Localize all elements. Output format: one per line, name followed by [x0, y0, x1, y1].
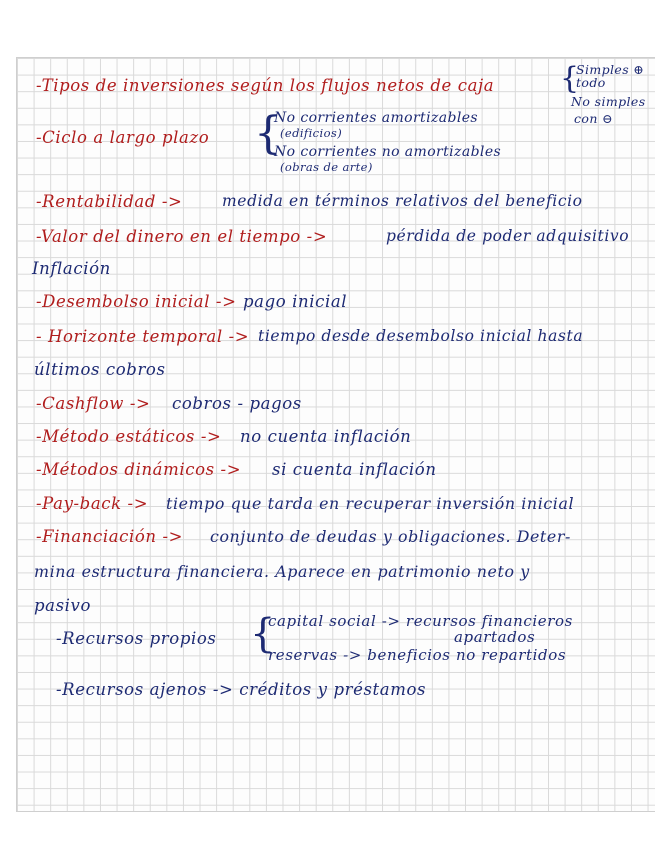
left-brace-propios: { — [250, 611, 276, 657]
nc-no-amortizables-note: No corrientes no amortizables — [274, 144, 502, 160]
horizonte-text: tiempo desde desembolso inicial hasta — [258, 327, 584, 345]
ultimos-cobros-line: últimos cobros — [34, 360, 166, 379]
rentabilidad-text: medida en términos relativos del beneficio — [222, 192, 583, 210]
desembolso-label: -Desembolso inicial -> — [36, 292, 237, 311]
con-note: con ⊖ — [574, 111, 614, 126]
apartados-text: apartados — [454, 628, 536, 646]
payback-label: -Pay-back -> — [36, 494, 149, 513]
capital-social-text: capital social -> recursos financieros — [268, 612, 573, 630]
reservas-text: reservas -> beneficios no repartidos — [268, 646, 567, 664]
horizonte-label: - Horizonte temporal -> — [36, 327, 250, 346]
metodo-estaticos-label: -Método estáticos -> — [36, 427, 222, 446]
tipos-inversiones-line: -Tipos de inversiones según los flujos netos de caja — [36, 76, 495, 95]
recursos-ajenos-line: -Recursos ajenos -> créditos y préstamos — [56, 680, 427, 699]
financiacion-line-2: mina estructura financiera. Aparece en patrimonio neto y — [34, 562, 530, 581]
valor-dinero-text: pérdida de poder adquisitivo — [386, 227, 630, 245]
ciclo-largo-plazo-line: -Ciclo a largo plazo — [36, 128, 210, 147]
simples-todo-note: Simples ⊕ todo — [576, 62, 645, 90]
left-brace-tipos: { — [560, 61, 580, 96]
left-brace-ciclo: { — [254, 108, 282, 159]
financiacion-line-3: pasivo — [34, 596, 91, 615]
valor-dinero-label: -Valor del dinero en el tiempo -> — [36, 227, 328, 246]
no-simples-note: No simples — [571, 94, 646, 109]
rentabilidad-label: -Rentabilidad -> — [36, 192, 183, 211]
nc-amortizables-note: No corrientes amortizables — [274, 110, 478, 126]
metodos-dinamicos-label: -Métodos dinámicos -> — [36, 460, 242, 479]
cashflow-text: cobros - pagos — [172, 394, 302, 413]
financiacion-text: conjunto de deudas y obligaciones. Deter- — [210, 527, 571, 546]
obras-note: (obras de arte) — [280, 160, 373, 174]
metodos-dinamicos-text: si cuenta inflación — [272, 460, 437, 479]
financiacion-label: -Financiación -> — [36, 527, 184, 546]
recursos-propios-label: -Recursos propios — [56, 629, 217, 648]
edificios-note: (edificios) — [280, 126, 343, 140]
cashflow-label: -Cashflow -> — [36, 394, 151, 413]
payback-text: tiempo que tarda en recuperar inversión inicial — [166, 494, 575, 513]
metodo-estaticos-text: no cuenta inflación — [240, 427, 412, 446]
inflacion-line: Inflación — [32, 259, 111, 278]
desembolso-text: pago inicial — [243, 292, 348, 311]
